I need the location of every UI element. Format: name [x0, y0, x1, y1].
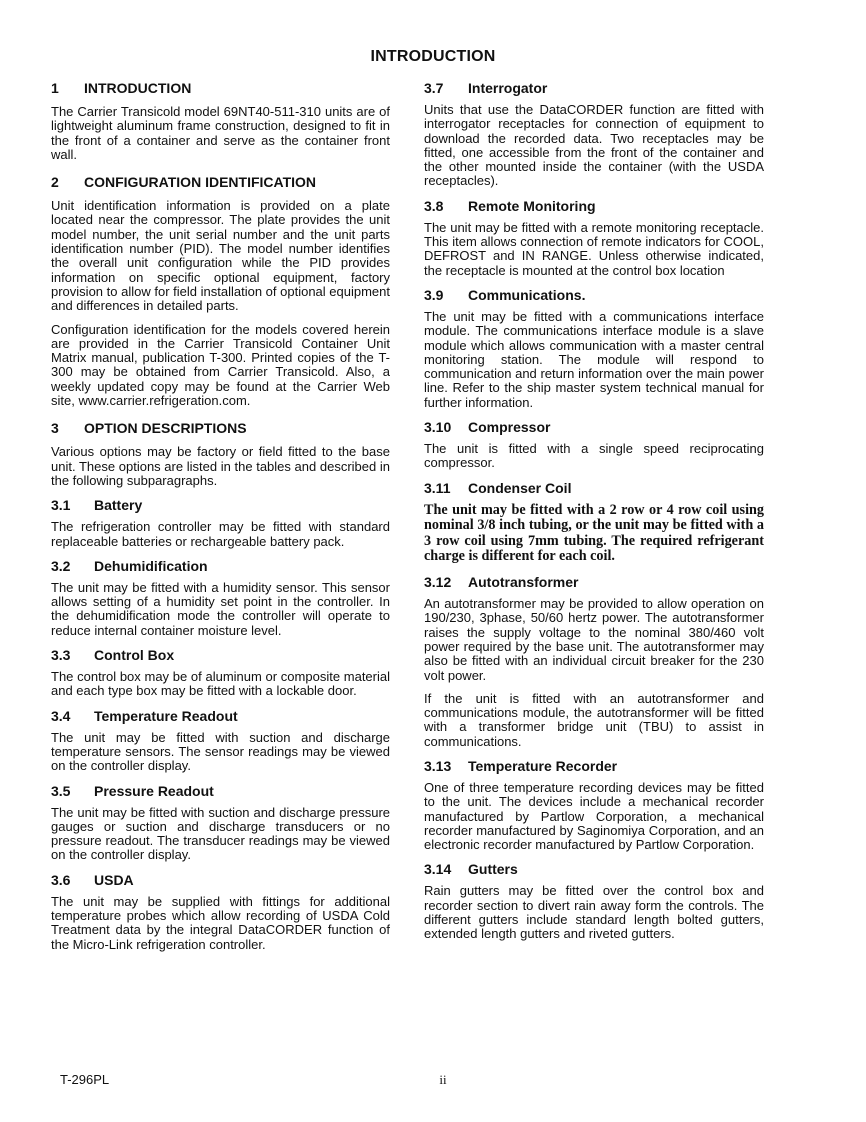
- subsection-heading: [51, 783, 390, 799]
- subsection-number: 3.2: [51, 557, 71, 574]
- subsection-title: Temperature Recorder: [468, 757, 618, 774]
- section-title: CONFIGURATION IDENTIFICATION: [84, 174, 317, 191]
- page-title: INTRODUCTION: [370, 48, 496, 65]
- paragraph: Configuration identification for the models covered herein are provided in the Carrier Transicold Container Unit Matrix manual, publication T-300. Printed copies of the T-300 may be obtained from Carrier Transicold. Also, a weekly updated copy may be found at the Carrier Web site, www.carrier.refrigeration.com.: [51, 321, 390, 409]
- paragraph: The unit may be fitted with a communications interface module. The communications interface module is a slave module which allows communication with a master central monitoring station. The module will respond to communication and return information over the main power line. Refer to the ship master system technical manual for further information.: [424, 308, 764, 410]
- left-column: [51, 80, 390, 961]
- subsection-title: Interrogator: [468, 80, 548, 96]
- section-number: 2: [51, 174, 59, 191]
- subsection-title: Control Box: [94, 647, 175, 664]
- subsection-number: 3.9: [424, 286, 444, 303]
- section-number: 3: [51, 420, 59, 437]
- section-heading: [51, 420, 390, 436]
- subsection-heading: [424, 861, 764, 877]
- paragraph: Units that use the DataCORDER function are fitted with interrogator receptacles for connection of equipment to download the recorded data. Two receptacles may be fitted, one accessible from the front of the container and the other mounted inside the container (with the USDA receptacles).: [424, 102, 764, 189]
- subsection-number: 3.12: [424, 574, 452, 591]
- subsection-number: 3.7: [424, 80, 444, 96]
- paragraph: The unit may be fitted with a 2 row or 4 row coil using nominal 3/8 inch tubing, or the unit may be fitted with a 3 row coil using 7mm tubing. The required refrigerant charge is different for each coil.: [424, 501, 764, 565]
- subsection-title: Autotransformer: [468, 574, 579, 591]
- paragraph: The unit may be supplied with fittings for additional temperature probes which allow recording of USDA Cold Treatment data by the integral DataCORDER function of the Micro-Link refrigeration controller.: [51, 893, 390, 952]
- section-heading: [51, 174, 390, 190]
- subsection-title: Pressure Readout: [94, 782, 214, 799]
- subsection-heading: [51, 872, 390, 888]
- section-number: 1: [51, 80, 59, 96]
- paragraph: The unit may be fitted with suction and discharge temperature sensors. The sensor readings may be viewed on the controller display.: [51, 729, 390, 774]
- subsection-title: USDA: [94, 871, 134, 888]
- paragraph: If the unit is fitted with an autotransformer and communications module, the autotransformer will be fitted with a transformer bridge unit (TBU) to assist in communications.: [424, 690, 764, 749]
- paragraph: Various options may be factory or field fitted to the base unit. These options are listed in the tables and described in the following subparagraphs.: [51, 444, 390, 488]
- subsection-number: 3.8: [424, 197, 444, 214]
- subsection-title: Communications.: [468, 286, 586, 303]
- subsection-heading: [424, 574, 764, 590]
- section-heading: [51, 80, 390, 96]
- document-number: T-296PL: [60, 1072, 110, 1087]
- subsection-heading: [424, 758, 764, 774]
- paragraph: Rain gutters may be fitted over the control box and recorder section to divert rain away form the controls. The different gutters include standard length bolted gutters, extended length gutters and riveted gutters.: [424, 883, 764, 942]
- subsection-title: Gutters: [468, 861, 518, 878]
- subsection-heading: [51, 647, 390, 663]
- paragraph: The Carrier Transicold model 69NT40-511-310 units are of lightweight aluminum frame construction, designed to fit in the front of a container and serve as the container front wall.: [51, 104, 390, 162]
- subsection-heading: [424, 198, 764, 214]
- paragraph: Unit identification information is provided on a plate located near the compressor. The plate provides the unit model number, the unit serial number and the unit parts identification number (PID). The model number identifies the overall unit configuration while the PID provides information on specific optional equipment, factory provision to allow for field installation of optional equipment and differences in detailed parts.: [51, 198, 390, 314]
- paragraph: The unit is fitted with a single speed reciprocating compressor.: [424, 441, 764, 471]
- paragraph: One of three temperature recording devices may be fitted to the unit. The devices include a mechanical recorder manufactured by Partlow Corporation, a mechanical recorder manufactured by Saginomiya Corporation, and an electronic recorder manufactured by Partlow Corporation.: [424, 779, 764, 853]
- paragraph: The unit may be fitted with suction and discharge pressure gauges or suction and discharge transducers or no pressure readout. The transducer readings may be viewed on the controller display.: [51, 804, 390, 863]
- paragraph: The refrigeration controller may be fitted with standard replaceable batteries or rechargeable battery pack.: [51, 519, 390, 549]
- subsection-title: Battery: [94, 497, 143, 514]
- subsection-title: Temperature Readout: [94, 707, 238, 724]
- subsection-title: Dehumidification: [94, 557, 208, 574]
- subsection-heading: [424, 287, 764, 303]
- section-title: INTRODUCTION: [84, 80, 192, 96]
- subsection-number: 3.4: [51, 707, 71, 724]
- subsection-number: 3.14: [424, 861, 452, 878]
- paragraph: The control box may be of aluminum or composite material and each type box may be fitted with a lockable door.: [51, 669, 390, 699]
- subsection-number: 3.1: [51, 497, 71, 514]
- subsection-title: Condenser Coil: [468, 479, 572, 496]
- page-number: ii: [439, 1072, 447, 1087]
- subsection-heading: [51, 558, 390, 574]
- subsection-heading: [424, 480, 764, 496]
- subsection-title: Remote Monitoring: [468, 197, 596, 214]
- subsection-number: 3.3: [51, 647, 71, 664]
- subsection-number: 3.13: [424, 757, 452, 774]
- paragraph: The unit may be fitted with a remote monitoring receptacle. This item allows connection of remote indicators for COOL, DEFROST and IN RANGE. Unless otherwise indicated, the receptacle is mounted at the control box location: [424, 219, 764, 278]
- subsection-number: 3.11: [424, 479, 451, 496]
- subsection-number: 3.6: [51, 871, 71, 888]
- subsection-title: Compressor: [468, 419, 551, 436]
- subsection-heading: [424, 80, 764, 96]
- subsection-heading: [424, 419, 764, 435]
- paragraph: The unit may be fitted with a humidity sensor. This sensor allows setting of a humidity set point in the controller. In the dehumidification mode the controller will operate to reduce internal container moisture level.: [51, 579, 390, 638]
- subsection-number: 3.5: [51, 782, 71, 799]
- subsection-number: 3.10: [424, 419, 452, 436]
- section-title: OPTION DESCRIPTIONS: [84, 420, 247, 437]
- subsection-heading: [51, 708, 390, 724]
- right-column: [424, 80, 764, 951]
- paragraph: An autotransformer may be provided to allow operation on 190/230, 3phase, 50/60 hertz power. The autotransformer raises the supply voltage to the nominal 380/460 volt power required by the base unit. The autotransformer may also be fitted with an individual circuit breaker for the 230 volt power.: [424, 596, 764, 683]
- subsection-heading: [51, 497, 390, 513]
